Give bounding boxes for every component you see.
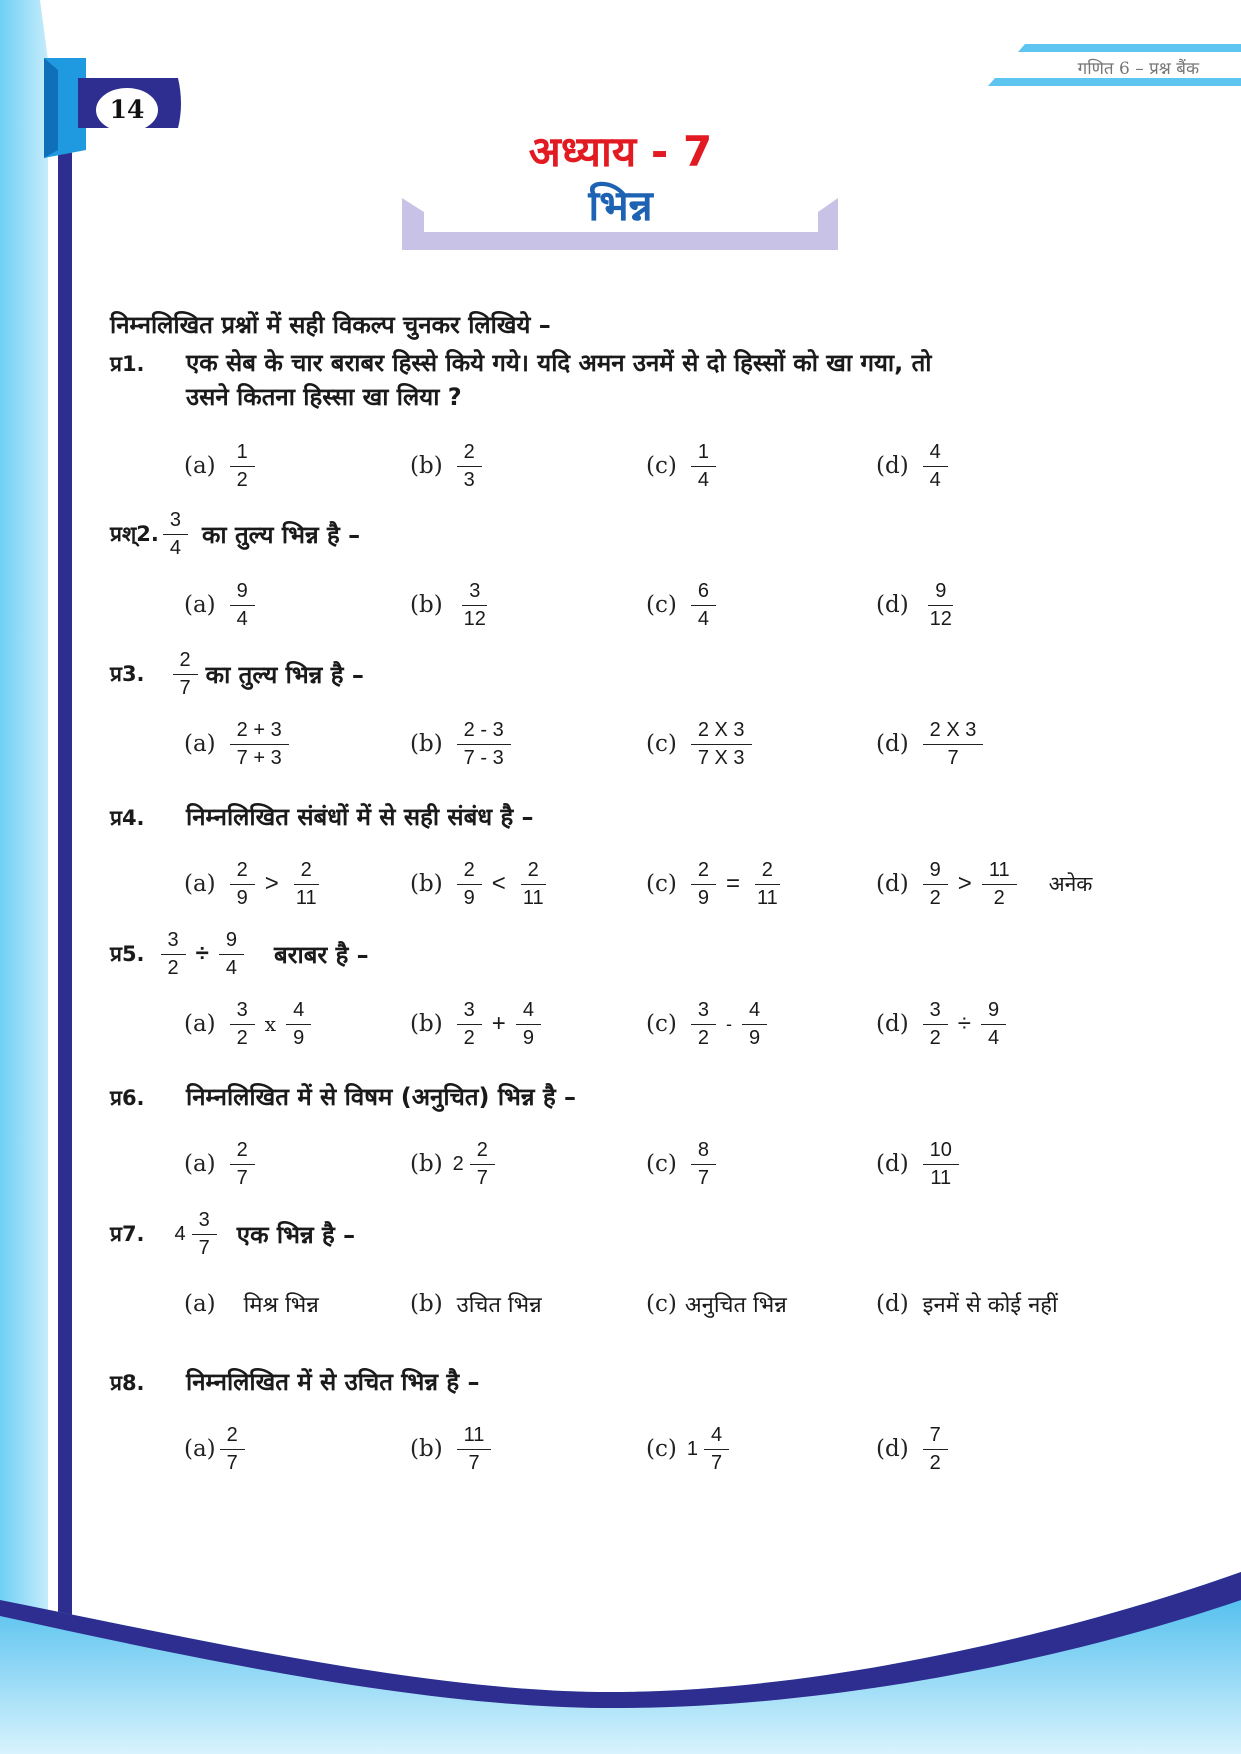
fraction xyxy=(691,718,752,771)
option-text: अनुचित भिन्न xyxy=(684,1293,787,1318)
option-c xyxy=(646,575,720,635)
numerator: 1 xyxy=(691,440,716,467)
numerator: 4 xyxy=(516,998,541,1025)
instruction: निम्नलिखित प्रश्नों में सही विकल्प चुनकर लिखिये – xyxy=(110,311,551,339)
fraction xyxy=(192,1208,217,1261)
numerator: 9 xyxy=(923,858,948,885)
denominator: 7 xyxy=(468,1451,480,1474)
option-label: (c) xyxy=(646,453,677,479)
numerator: 2 xyxy=(755,858,780,885)
question-number: प्र8. xyxy=(110,1371,145,1395)
option-b xyxy=(410,1419,495,1479)
numerator: 9 xyxy=(230,579,255,606)
question-text: निम्नलिखित में से विषम (अनुचित) भिन्न है – xyxy=(186,1083,577,1111)
question-7 xyxy=(110,1204,355,1264)
fraction xyxy=(923,718,984,771)
fraction xyxy=(750,858,785,911)
operator: = xyxy=(725,870,740,897)
option-a xyxy=(184,436,259,496)
option-label: (c) xyxy=(646,1011,677,1037)
option-b xyxy=(410,575,497,635)
denominator: 2 xyxy=(697,1026,709,1049)
operator: ÷ xyxy=(957,1010,971,1037)
operator: - xyxy=(725,1013,732,1034)
fraction xyxy=(457,718,511,771)
option-c xyxy=(646,854,789,914)
running-title: गणित 6 – प्रश्न बैंक xyxy=(1077,59,1199,79)
denominator: 2 xyxy=(167,956,179,979)
option-d xyxy=(876,714,987,774)
fraction xyxy=(923,579,959,632)
fraction xyxy=(691,579,716,632)
option-a xyxy=(184,714,293,774)
option-c xyxy=(646,994,771,1054)
option-label: (b) xyxy=(410,453,443,479)
option-c xyxy=(646,1419,733,1479)
option-b xyxy=(410,1134,499,1194)
option-label: (b) xyxy=(410,871,443,897)
option-b xyxy=(410,714,515,774)
fraction xyxy=(923,858,948,911)
question-number: प्र7. xyxy=(110,1222,145,1246)
numerator: 2 X 3 xyxy=(691,718,752,745)
fraction xyxy=(457,440,482,493)
option-label: (c) xyxy=(646,1151,677,1177)
numerator: 2 xyxy=(230,858,255,885)
fraction xyxy=(286,998,311,1051)
question-number: प्र1. xyxy=(110,352,145,376)
denominator: 9 xyxy=(463,886,475,909)
operator: > xyxy=(957,870,972,897)
numerator: 3 xyxy=(691,998,716,1025)
whole-number: 2 xyxy=(452,1152,464,1175)
question-number: प्र5. xyxy=(110,942,145,966)
fraction xyxy=(457,858,482,911)
numerator: 2 xyxy=(521,858,546,885)
numerator: 2 xyxy=(173,648,198,675)
denominator: 11 xyxy=(522,886,544,909)
numerator: 11 xyxy=(457,1423,492,1450)
numerator: 2 xyxy=(457,440,482,467)
denominator: 7 xyxy=(226,1451,238,1474)
question-2 xyxy=(110,504,360,564)
fraction xyxy=(230,858,255,911)
fraction xyxy=(219,928,244,981)
denominator: 7 xyxy=(697,1166,709,1189)
option-label: (d) xyxy=(876,1436,909,1462)
question-text: उसने कितना हिस्सा खा लिया ? xyxy=(186,383,462,411)
option-text: मिश्र भिन्न xyxy=(243,1293,319,1318)
denominator: 7 + 3 xyxy=(236,746,282,769)
denominator: 4 xyxy=(987,1026,1000,1049)
option-label: (d) xyxy=(876,453,909,479)
numerator: 8 xyxy=(691,1138,716,1165)
page-number: 14 xyxy=(96,88,158,132)
denominator: 2 xyxy=(929,1451,941,1474)
numerator: 3 xyxy=(163,508,188,535)
fraction xyxy=(470,1138,495,1191)
question-number: प्रश्2. xyxy=(110,522,159,546)
numerator: 6 xyxy=(691,579,716,606)
denominator: 2 xyxy=(463,1026,475,1049)
question-text: निम्नलिखित संबंधों में से सही संबंध है – xyxy=(186,803,534,831)
option-label: (d) xyxy=(876,1011,909,1037)
option-label: (c) xyxy=(646,871,677,897)
question-text: एक भिन्न है – xyxy=(236,1220,356,1249)
option-a xyxy=(184,575,259,635)
denominator: 11 xyxy=(930,1166,952,1189)
option-label: (a) xyxy=(184,731,216,757)
numerator: 2 X 3 xyxy=(923,718,984,745)
fraction xyxy=(161,928,186,981)
fraction xyxy=(220,1423,245,1476)
question-text: बराबर है – xyxy=(273,940,369,969)
denominator: 9 xyxy=(748,1026,761,1049)
whole-number: 1 xyxy=(686,1437,698,1460)
denominator: 9 xyxy=(236,886,248,909)
numerator: 2 - 3 xyxy=(457,718,511,745)
numerator: 4 xyxy=(286,998,311,1025)
numerator: 2 + 3 xyxy=(230,718,289,745)
option-d xyxy=(876,1419,952,1479)
fraction xyxy=(982,858,1017,911)
denominator: 3 xyxy=(463,468,475,491)
option-a xyxy=(184,854,328,914)
option-c xyxy=(646,1274,787,1334)
option-a xyxy=(184,1419,249,1479)
fraction xyxy=(289,858,324,911)
operator: < xyxy=(491,870,506,897)
numerator: 9 xyxy=(219,928,244,955)
numerator: 4 xyxy=(704,1423,729,1450)
fraction xyxy=(691,858,716,911)
option-a xyxy=(184,1134,259,1194)
denominator: 2 xyxy=(929,886,941,909)
denominator: 2 xyxy=(236,468,248,491)
numerator: 9 xyxy=(981,998,1006,1025)
question-text: एक सेब के चार बराबर हिस्से किये गये। यदि अमन उनमें से दो हिस्सों को खा गया, तो xyxy=(186,349,932,377)
option-label: (a) xyxy=(184,1151,216,1177)
option-b xyxy=(410,1274,542,1334)
option-label: (d) xyxy=(876,731,909,757)
whole-number: 4 xyxy=(174,1222,186,1245)
numerator: 2 xyxy=(457,858,482,885)
denominator: 4 xyxy=(169,536,181,559)
fraction xyxy=(981,998,1006,1051)
option-d xyxy=(876,436,952,496)
fraction xyxy=(230,579,255,632)
denominator: 7 xyxy=(236,1166,248,1189)
denominator: 2 xyxy=(993,886,1005,909)
option-label: (c) xyxy=(646,592,677,618)
option-c xyxy=(646,436,720,496)
operator: + xyxy=(491,1010,506,1037)
option-label: (d) xyxy=(876,592,909,618)
fraction xyxy=(742,998,767,1051)
denominator: 9 xyxy=(293,1026,305,1049)
denominator: 7 xyxy=(179,676,191,699)
numerator: 4 xyxy=(923,440,948,467)
question-3 xyxy=(110,644,364,704)
denominator: 4 xyxy=(697,468,709,491)
option-label: (c) xyxy=(646,1291,677,1317)
option-c xyxy=(646,1134,720,1194)
numerator: 2 xyxy=(294,858,319,885)
numerator: 3 xyxy=(230,998,255,1025)
fraction xyxy=(457,1423,492,1476)
fraction xyxy=(923,1423,948,1476)
option-label: (b) xyxy=(410,1291,443,1317)
numerator: 2 xyxy=(220,1423,245,1450)
operator: x xyxy=(264,1012,277,1036)
option-label: (b) xyxy=(410,731,443,757)
numerator: 4 xyxy=(742,998,767,1025)
option-d xyxy=(876,575,963,635)
option-text: उचित भिन्न xyxy=(456,1293,542,1318)
denominator: 9 xyxy=(697,886,709,909)
fraction xyxy=(457,998,482,1051)
option-a xyxy=(184,994,315,1054)
denominator: 7 xyxy=(710,1451,723,1474)
option-label: (b) xyxy=(410,1151,443,1177)
option-b xyxy=(410,854,555,914)
fraction xyxy=(691,998,716,1051)
fraction xyxy=(704,1423,729,1476)
denominator: 12 xyxy=(463,607,486,630)
option-label: (a) xyxy=(184,453,216,479)
denominator: 4 xyxy=(929,468,941,491)
denominator: 4 xyxy=(236,607,248,630)
numerator: 2 xyxy=(691,858,716,885)
denominator: 7 X 3 xyxy=(697,746,745,769)
denominator: 7 xyxy=(947,746,959,769)
option-d xyxy=(876,1134,963,1194)
option-label: (d) xyxy=(876,1151,909,1177)
denominator: 2 xyxy=(236,1026,248,1049)
numerator: 7 xyxy=(923,1423,948,1450)
numerator: 2 xyxy=(470,1138,495,1165)
fraction xyxy=(923,440,948,493)
fraction xyxy=(173,648,198,701)
option-label: (a) xyxy=(184,1011,216,1037)
denominator: 11 xyxy=(756,886,778,909)
numerator: 3 xyxy=(192,1208,217,1235)
option-label: (b) xyxy=(410,1436,443,1462)
numerator: 11 xyxy=(982,858,1017,885)
operator: > xyxy=(264,870,279,897)
chapter-number: अध्याय - 7 xyxy=(528,127,713,176)
option-label: (c) xyxy=(646,731,677,757)
divide-operator: ÷ xyxy=(195,940,209,967)
chapter-title: भिन्न xyxy=(588,181,653,230)
fraction xyxy=(230,440,255,493)
denominator: 7 - 3 xyxy=(463,746,504,769)
fraction xyxy=(230,1138,255,1191)
option-note: अनेक xyxy=(1048,872,1093,896)
fraction xyxy=(457,579,493,632)
question-number: प्र4. xyxy=(110,806,145,830)
denominator: 4 xyxy=(225,956,237,979)
option-c xyxy=(646,714,756,774)
fraction xyxy=(516,858,551,911)
question-number: प्र3. xyxy=(110,662,145,686)
numerator: 3 xyxy=(923,998,948,1025)
option-label: (b) xyxy=(410,592,443,618)
option-d xyxy=(876,1274,1058,1334)
numerator: 1 xyxy=(230,440,255,467)
fraction xyxy=(923,998,948,1051)
fraction xyxy=(691,1138,716,1191)
numerator: 3 xyxy=(462,579,487,606)
option-label: (a) xyxy=(184,871,216,897)
fraction xyxy=(691,440,716,493)
numerator: 9 xyxy=(928,579,953,606)
fraction xyxy=(516,998,541,1051)
question-5 xyxy=(110,924,369,984)
option-d xyxy=(876,854,1092,914)
option-a xyxy=(184,1274,319,1334)
option-d xyxy=(876,994,1010,1054)
option-label: (a) xyxy=(184,592,216,618)
fraction xyxy=(230,998,255,1051)
denominator: 7 xyxy=(198,1236,210,1259)
fraction xyxy=(163,508,188,561)
fraction xyxy=(923,1138,959,1191)
denominator: 2 xyxy=(929,1026,941,1049)
option-label: (d) xyxy=(876,1291,909,1317)
option-label: (a) xyxy=(184,1291,216,1317)
question-text: का तुल्य भिन्न है – xyxy=(201,520,361,549)
option-text: इनमें से कोई नहीं xyxy=(922,1293,1058,1318)
numerator: 3 xyxy=(457,998,482,1025)
denominator: 11 xyxy=(295,886,317,909)
question-text: निम्नलिखित में से उचित भिन्न है – xyxy=(186,1368,480,1396)
option-label: (d) xyxy=(876,871,909,897)
fraction xyxy=(230,718,289,771)
option-b xyxy=(410,436,486,496)
numerator: 10 xyxy=(923,1138,959,1165)
question-text: का तुल्य भिन्न है – xyxy=(205,660,364,689)
denominator: 4 xyxy=(697,607,709,630)
numerator: 3 xyxy=(161,928,186,955)
denominator: 7 xyxy=(476,1166,488,1189)
option-label: (a) xyxy=(184,1436,216,1462)
denominator: 12 xyxy=(929,607,952,630)
option-label: (c) xyxy=(646,1436,677,1462)
numerator: 2 xyxy=(230,1138,255,1165)
denominator: 9 xyxy=(522,1026,534,1049)
question-number: प्र6. xyxy=(110,1086,145,1110)
option-b xyxy=(410,994,545,1054)
option-label: (b) xyxy=(410,1011,443,1037)
